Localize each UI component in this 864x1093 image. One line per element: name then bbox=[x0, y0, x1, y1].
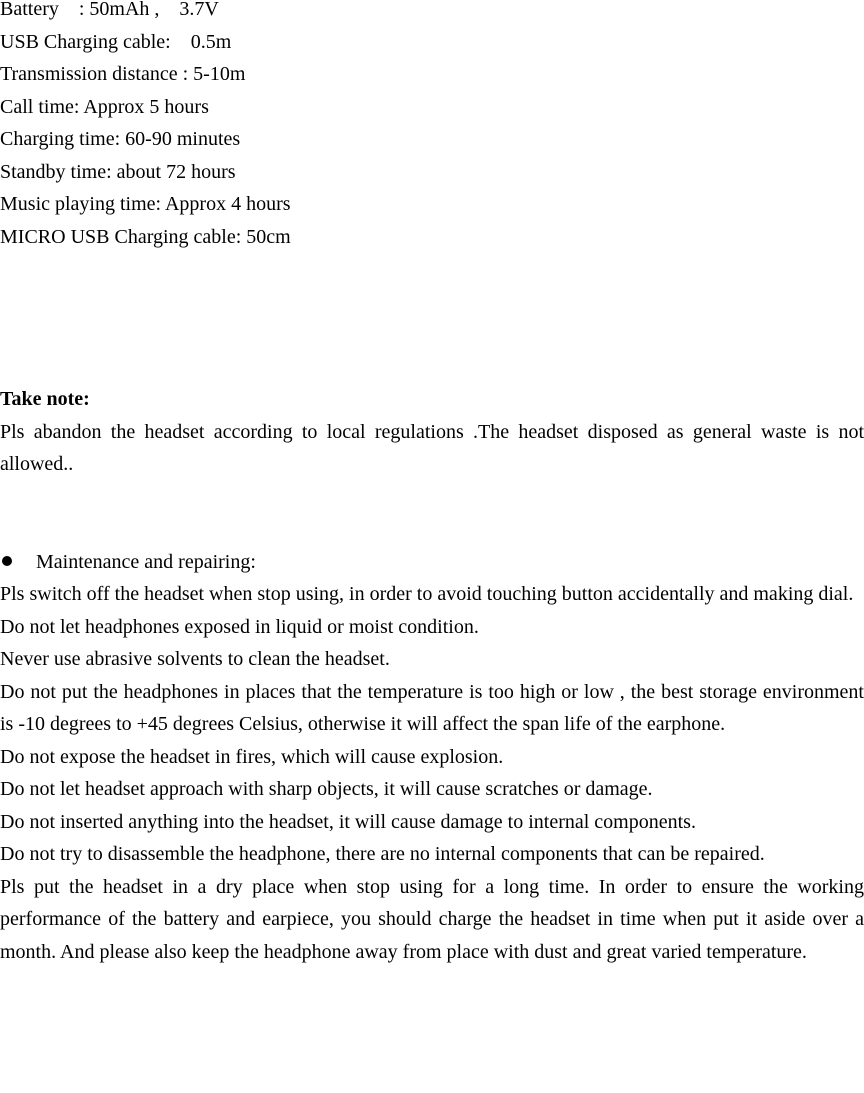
maintenance-paragraph: Never use abrasive solvents to clean the headset. bbox=[0, 648, 390, 670]
maintenance-paragraph: Do not expose the headset in fires, which will cause explosion. bbox=[0, 745, 504, 768]
maintenance-paragraph: Pls switch off the headset when stop using, in order to avoid touching button accidentally and making dial. bbox=[0, 583, 854, 605]
maintenance-paragraph: Do not try to disassemble the headphone, there are no internal components that can be repaired. bbox=[0, 843, 765, 865]
spec-charging-time: Charging time: 60-90 minutes bbox=[0, 128, 241, 150]
spec-micro-usb-cable: MICRO USB Charging cable: 50cm bbox=[0, 225, 291, 248]
maintenance-paragraph: Do not let headphones exposed in liquid or moist condition. bbox=[0, 615, 479, 638]
maintenance-heading: Maintenance and repairing: bbox=[36, 550, 256, 573]
spec-call-time: Call time: Approx 5 hours bbox=[0, 95, 209, 118]
blank-space bbox=[0, 253, 864, 383]
spec-transmission-distance: Transmission distance : 5-10m bbox=[0, 63, 246, 85]
spec-usb-cable: USB Charging cable: 0.5m bbox=[0, 30, 232, 53]
spec-battery: Battery : 50mAh , 3.7V bbox=[0, 0, 219, 20]
spec-list bbox=[0, 0, 864, 253]
note-heading: Take note: bbox=[0, 388, 90, 410]
maintenance-section bbox=[0, 546, 864, 969]
spec-music-time: Music playing time: Approx 4 hours bbox=[0, 193, 291, 215]
maintenance-paragraph: Do not let headset approach with sharp objects, it will cause scratches or damage. bbox=[0, 778, 653, 800]
blank-space bbox=[0, 481, 864, 546]
spec-standby-time: Standby time: about 72 hours bbox=[0, 160, 236, 183]
note-section bbox=[0, 383, 864, 481]
note-text: Pls abandon the headset according to local regulations .The headset disposed as general waste is not allowed.. bbox=[0, 420, 864, 475]
maintenance-paragraph: Pls put the headset in a dry place when stop using for a long time. In order to ensure the working performance of the battery and earpiece, you should charge the headset in time when put it aside over a month. And please also keep the headphone away from place with dust and great varied temperature. bbox=[0, 875, 864, 963]
bullet-dot-icon bbox=[2, 556, 12, 566]
maintenance-paragraph: Do not put the headphones in places that the temperature is too high or low , the best storage environment is -10 degrees to +45 degrees Celsius, otherwise it will affect the span life of the earphone. bbox=[0, 680, 864, 735]
maintenance-paragraph: Do not inserted anything into the headset, it will cause damage to internal components. bbox=[0, 810, 696, 833]
maintenance-bullet-item bbox=[0, 546, 864, 579]
